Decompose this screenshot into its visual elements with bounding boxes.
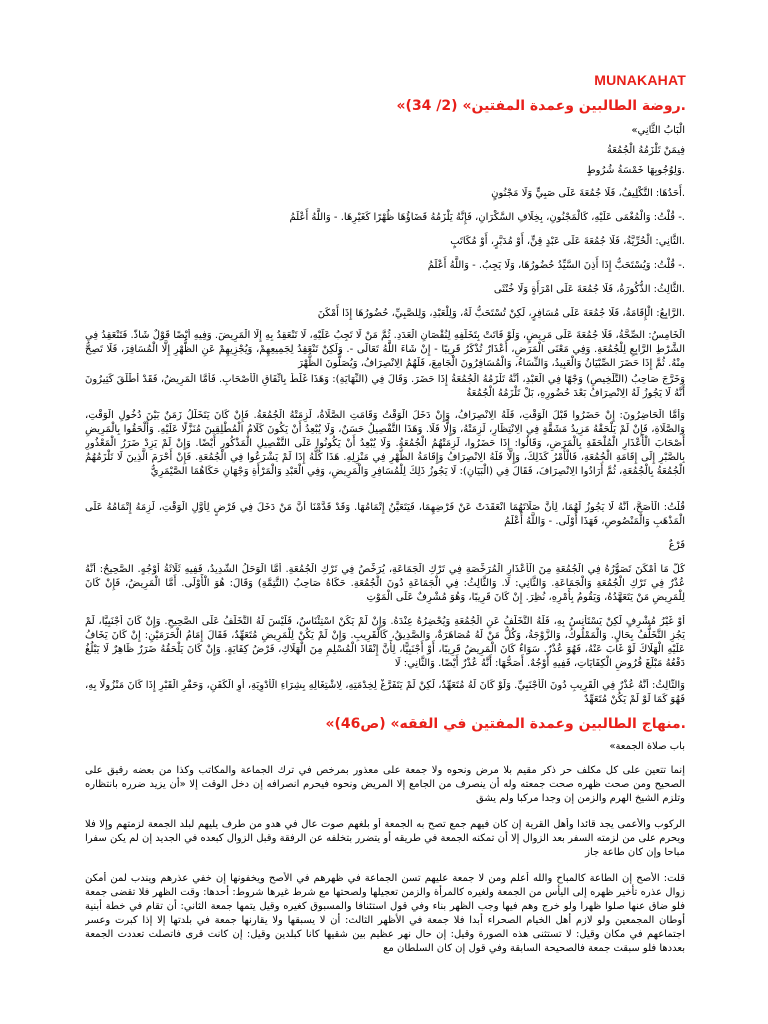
paragraph: كُلُّ مَا أَمْكَنَ تَصَوُّرُهُ فِي الْجُمُعَةِ مِنَ الْأَعْذَارِ الْمُرَخِّصَةِ فِي تَرْكِ الْجَمَاعَةِ، يُرَخِّصُ فِي تَرْكِ الْجُمُعَةِ. أَمَّا الْوَحَلُ الشَّدِيدُ، فَفِيهِ ثَلَاثَةُ أَوْجُهٍ. الصَّحِيحُ: أَنَّهُ عُذْرٌ فِي تَرْكِ الْجُمُعَةِ وَالْجَمَاعَةِ. وَالثَّانِي: لَا. وَالثَّالِثُ: فِي الْجَمَاعَةِ دُونَ الْجُمُعَةِ. حَكَاهُ صَاحِبُ (التَّتِمَّةِ) وَقَالَ: هُوَ الْأَوْلَى. أَمَّا الْمَرِيضُ، فَإِنْ كَانَ لِلْمَرِيضِ مَنْ يَتَعَهَّدُهُ، وَيَقُومُ بِأَمْرِهِ، نُظِرَ. إِنْ كَانَ قَرِيبًا، وَهُوَ مُشْرِفٌ عَلَى الْمَوْتِ	[85, 564, 685, 603]
paragraph: .- قُلْتُ: وَالْمُغْمَى عَلَيْهِ، كَالْمَجْنُونِ، بِخِلَافِ السَّكْرَانِ، فَإِنَّهُ يَلْزَمُهُ قَضَاؤُهَا ظُهْرًا كَغَيْرِهَا. - وَاللَّهُ أَعْلَمُ	[289, 212, 685, 223]
paragraph: فِيمَنْ تَلْزَمُهُ الْجُمُعَةُ	[606, 145, 685, 156]
paragraph: وَالثَّالِثُ: أَنَّهُ عُذْرٌ فِي الْقَرِيبِ دُونَ الْأَجْنَبِيِّ. وَلَوْ كَانَ لَهُ مُتَعَهِّدٌ، لَكِنْ لَمْ يَتَفَرَّغْ لِخِدْمَتِهِ، لِاشْتِغَالِهِ بِشِرَاءِ الْأَدْوِيَةِ، أَوِ الْكَفَنِ، وَحَفْرِ الْقَبْرِ إِذَا كَانَ مَنْزُولًا بِهِ، فَهُوَ كَمَا لَوْ لَمْ يَكُنْ مُتَعَهِّدٌ	[85, 680, 685, 705]
paragraph: وَخَرَّجَ صَاحِبُ (التَّلْخِيصِ) وَجْهًا فِي الْعَبْدِ، أَنَّهُ تَلْزَمُهُ الْجُمُعَةُ إِذَا حَضَرَ. وَقَالَ فِي (النِّهَايَةِ): وَهَذَا غَلَطٌ بِاتِّفَاقِ الْأَصْحَابِ. فَأَمَّا الْمَرِيضُ، فَقَدْ أَطْلَقَ كَثِيرُونَ أَنَّهُ لَا يَجُوزُ لَهُ الِانْصِرَافُ بَعْدَ حُضُورِهِ، بَلْ تَلْزَمُهُ الْجُمُعَةُ	[85, 374, 685, 399]
paragraph: الْخَامِسُ: الصِّحَّةُ، فَلَا جُمُعَةَ عَلَى مَرِيضٍ، وَلَوْ فَاتَتْ بِتَخَلُّفِهِ لِنُقْصَانِ الْعَدَدِ. ثُمَّ مَنْ لَا تَجِبُ عَلَيْهِ، لَا تَنْعَقِدُ بِهِ إِلَّا الْمَرِيضَ. وَفِيهِ أَيْضًا قَوْلٌ شَاذٌّ. فَتَنْعَقِدُ فِي الشَّرْطِ الرَّابِعِ لِلْجُمُعَةِ. وَفِي مَعْنَى الْمَرَضِ، أَعْذَارٌ تُذْكَرُ قَرِيبًا - إِنْ شَاءَ اللَّهُ تَعَالَى -. وَلَكِنْ تَنْعَقِدُ لِجَمِيعِهِمْ، وَيُجْزِيهِمْ عَنِ الظُّهْرِ إِلَّا الْمُسَافِرَ، فَلَا تَصِحُّ مِنْهُ. ثُمَّ إِذَا حَضَرَ الصِّبْيَانُ وَالْعَبِيدُ، وَالنِّسَاءُ، وَالْمُسَافِرُونَ الْجَامِعَ، فَلَهُمُ الِانْصِرَافُ، وَيُصَلُّونَ الظُّهْرَ	[85, 330, 685, 369]
paragraph: الركوب والأعمى يجد قائدا وأهل القرية إن كان فيهم جمع تصح به الجمعة أو بلغهم صوت عال في هدو من طرف يليهم لبلد الجمعة لزمتهم وإلا فلا ويحرم على من لزمته السفر بعد الزوال إلا أن تمكنه الجمعة في طريقه أو يتضرر بتخلفه عن الرفقة وقبل الزوال كبعده في الجديد إن لم يكن سفرا مباحا وإن كان طاعة جاز	[85, 819, 685, 858]
section-title-minhaj: .منهاج الطالبين وعمدة المفتين في الفقه» (ص46)»	[325, 716, 686, 732]
section-body-rawdat	[85, 124, 685, 707]
paragraph: قُلْتُ: الْأَصَحُّ، أَنَّهُ لَا يَجُوزُ لَهُمَا، لِأَنَّ صَلَاتَهُمَا انْعَقَدَتْ عَنْ فَرْضِهِمَا، فَيَتَعَيَّنُ إِتْمَامُهَا. وَقَدْ قَدَّمْنَا أَنَّ مَنْ دَخَلَ فِي فَرْضٍ لِأَوَّلِ الْوَقْتِ، لَزِمَهُ إِتْمَامُهُ عَلَى الْمَذْهَبِ وَالْمَنْصُوصِ، فَهَذَا أَوْلَى. - وَاللَّهُ أَعْلَمُ	[85, 502, 685, 527]
paragraph: .وَلِوُجُوبِهَا خَمْسَةُ شُرُوطٍ	[586, 165, 685, 176]
paragraph: .الثَّالِثُ: الذُّكُورَةُ، فَلَا جُمُعَةَ عَلَى امْرَأَةٍ وَلَا خُنْثَى	[493, 284, 685, 295]
paragraph: وَأَمَّا الْحَاضِرُونَ: إِنْ حَضَرُوا قَبْلَ الْوَقْتِ، فَلَهُ الِانْصِرَافُ، وَإِنْ دَخَلَ الْوَقْتُ وَقَامَتِ الصَّلَاةُ، لَزِمَتْهُ الْجُمُعَةُ. فَإِنْ كَانَ يَتَخَلَّلُ زَمَنٌ بَيْنَ دُخُولِ الْوَقْتِ، وَالصَّلَاةِ، فَإِنْ لَمْ يَلْحَقْهُ مَزِيدُ مَشَقَّةٍ فِي الِانْتِظَارِ، لَزِمَتْهُ، وَإِلَّا فَلَا. وَهَذَا التَّفْصِيلُ حَسَنٌ، وَلَا يُبْعِدُ أَنْ يَكُونَ كَلَامُ الْمُطْلِقِينَ مُنَزَّلًا عَلَيْهِ. وَأَلْحَقُوا بِالْمَرِيضِ أَصْحَابَ الْأَعْذَارِ الْمُلْحَقَةِ بِالْمَرَضِ، وَقَالُوا: إِذَا حَضَرُوا، لَزِمَتْهُمُ الْجُمُعَةُ. وَلَا يُبْعِدُ أَنْ يَكُونُوا عَلَى التَّفْصِيلِ الْمَذْكُورِ أَيْضًا. وَإِنْ لَمْ يَزِدْ ضَرَرُ الْمَعْذُورِ بِالصَّبْرِ إِلَى إِقَامَةِ الْجُمُعَةِ، فَالْأَمْرُ كَذَلِكَ، وَإِلَّا فَلَهُ الِانْصِرَافُ وَإِقَامَةُ الظُّهْرِ فِي مَنْزِلِهِ. هَذَا كُلُّهُ إِذَا لَمْ يَشْرَعُوا فِي الْجُمُعَةِ. فَإِنْ أَحْرَمَ الَّذِينَ لَا تَلْزَمُهُمُ الْجُمُعَةُ بِالْجُمُعَةِ، ثُمَّ أَرَادُوا الِانْصِرَافَ، فَقَالَ فِي (الْبَيَانِ): لَا يَجُوزُ ذَلِكَ لِلْمُسَافِرِ وَالْمَرِيضِ، وَفِي الْعَبْدِ وَالْمَرْأَةِ وَجْهَانِ حَكَاهُمَا الصَّيْمَرِيُّ	[85, 410, 685, 477]
paragraph: فَرْعٌ	[668, 540, 685, 551]
paragraph: باب صلاة الجمعة»	[609, 741, 685, 752]
paragraph: .- قُلْتُ: وَيُسْتَحَبُّ إِذَا أَذِنَ السَّيِّدُ حُضُورُهَا، وَلَا يَجِبُ. - وَاللَّهُ أَعْلَمُ	[427, 260, 685, 271]
section-body-minhaj	[85, 740, 685, 970]
paragraph: .الرَّابِعُ: الْإِقَامَةُ، فَلَا جُمُعَةَ عَلَى مُسَافِرٍ، لَكِنْ تُسْتَحَبُّ لَهُ، وَلِلْعَبْدِ، وَلِلصَّبِيِّ، حُضُورُهَا إِذَا أَمْكَنَ	[317, 308, 685, 319]
paragraph: .أَحَدُهَا: التَّكْلِيفُ، فَلَا جُمُعَةَ عَلَى صَبِيٍّ وَلَا مَجْنُونٍ	[491, 188, 685, 199]
paragraph: قلت: الأصح إن الطاعة كالمباح والله أعلم ومن لا جمعة عليهم تسن الجماعة في ظهرهم في الأصح ويخفونها إن خفي عذرهم ويندب لمن أمكن زوال عذره تأخير ظهره إلى اليأس من الجمعة ولغيره كالمرأة والزمن تعجيلها ولصحتها مع شرط غيرها شروط: أحدها: وقت الظهر فلا تقضى جمعة فلو ضاق عنها صلوا ظهرا ولو خرج وهم فيها وجب الظهر بناء وفي قول استئنافا والمسبوق كغيره وقيل يتمها جمعة الثاني: أن تقام في خطة أبنية أوطان المجمعين ولو لازم أهل الخيام الصحراء أبدا فلا جمعة في الأظهر الثالث: أن لا يسبقها ولا يقارنها جمعة في بلدتها إلا إذا كبرت وعسر اجتماعهم في مكان وقيل: لا تستثنى هذه الصورة وقيل: إن حال نهر عظيم بين شقيها كانا كبلدين وقيل: إن كانت قرى فاتصلت تعددت الجمعة بعددها فلو سبقت جمعة فالصحيحة السابقة وفي قول إن كان السلطان مع	[85, 873, 685, 954]
section-title-rawdat: .روضة الطالبين وعمدة المفتين» (2/ 34)»	[396, 98, 686, 114]
paragraph: .الثَّانِي: الْحُرِّيَّةُ، فَلَا جُمُعَةَ عَلَى عَبْدٍ قِنٍّ، أَوْ مُدَبَّرٍ، أَوْ مُكَاتَبٍ	[450, 236, 685, 247]
document-heading: MUNAKAHAT	[594, 72, 686, 88]
paragraph: الْبَابُ الثَّانِي»	[631, 125, 685, 136]
paragraph: أَوْ غَيْرُ مُشْرِفٍ لَكِنْ يَسْتَأْنِسُ بِهِ، فَلَهُ التَّخَلُّفُ عَنِ الْجُمُعَةِ وَيُحْضِرُهُ عِنْدَهُ. وَإِنْ لَمْ يَكُنْ اسْتِئْنَاسٌ، فَلَيْسَ لَهُ التَّخَلُّفُ عَلَى الصَّحِيحِ. وَإِنْ كَانَ أَجْنَبِيًّا، لَمْ يَجُزِ التَّخَلُّفُ بِحَالٍ. وَالْمَمْلُوكُ، وَالزَّوْجَةُ، وَكُلُّ مَنْ لَهُ مُصَاهَرَةٌ، وَالصَّدِيقُ، كَالْقَرِيبِ. وَإِنْ لَمْ يَكُنْ لِلْمَرِيضِ مُتَعَهِّدٌ، فَقَالَ إِمَامُ الْحَرَمَيْنِ: إِنْ كَانَ يَخَافُ عَلَيْهِ الْهَلَاكَ لَوْ غَابَ عَنْهُ، فَهُوَ عُذْرٌ. سَوَاءٌ كَانَ الْمَرِيضُ قَرِيبًا، أَوْ أَجْنَبِيًّا، لِأَنَّ إِنْقَاذَ الْمُسْلِمِ مِنَ الْهَلَاكِ، فَرْضُ كِفَايَةٍ. وَإِنْ كَانَ يَلْحَقُهُ ضَرَرٌ ظَاهِرٌ لَا يَبْلُغُ دَفْعُهُ مَبْلَغَ فُرُوضِ الْكِفَايَاتِ، فَفِيهِ أَوْجُهٌ. أَصَحُّهَا: أَنَّهُ عُذْرٌ أَيْضًا. وَالثَّانِي: لَا	[85, 616, 685, 669]
paragraph: إنما تتعين على كل مكلف حر ذكر مقيم بلا مرض ونحوه ولا جمعة على معذور بمرخص في ترك الجماعة والمكاتب وكذا من بعضه رقيق على الصحيح ومن صحت ظهره صحت جمعته وله أن ينصرف من الجامع إلا المريض ونحوه فيحرم انصرافه إن دخل الوقت إلا «أن يزيد ضرره بانتظاره وتلزم الشيخ الهرم والزمن إن وجدا مركبا ولم يشق	[85, 765, 685, 804]
